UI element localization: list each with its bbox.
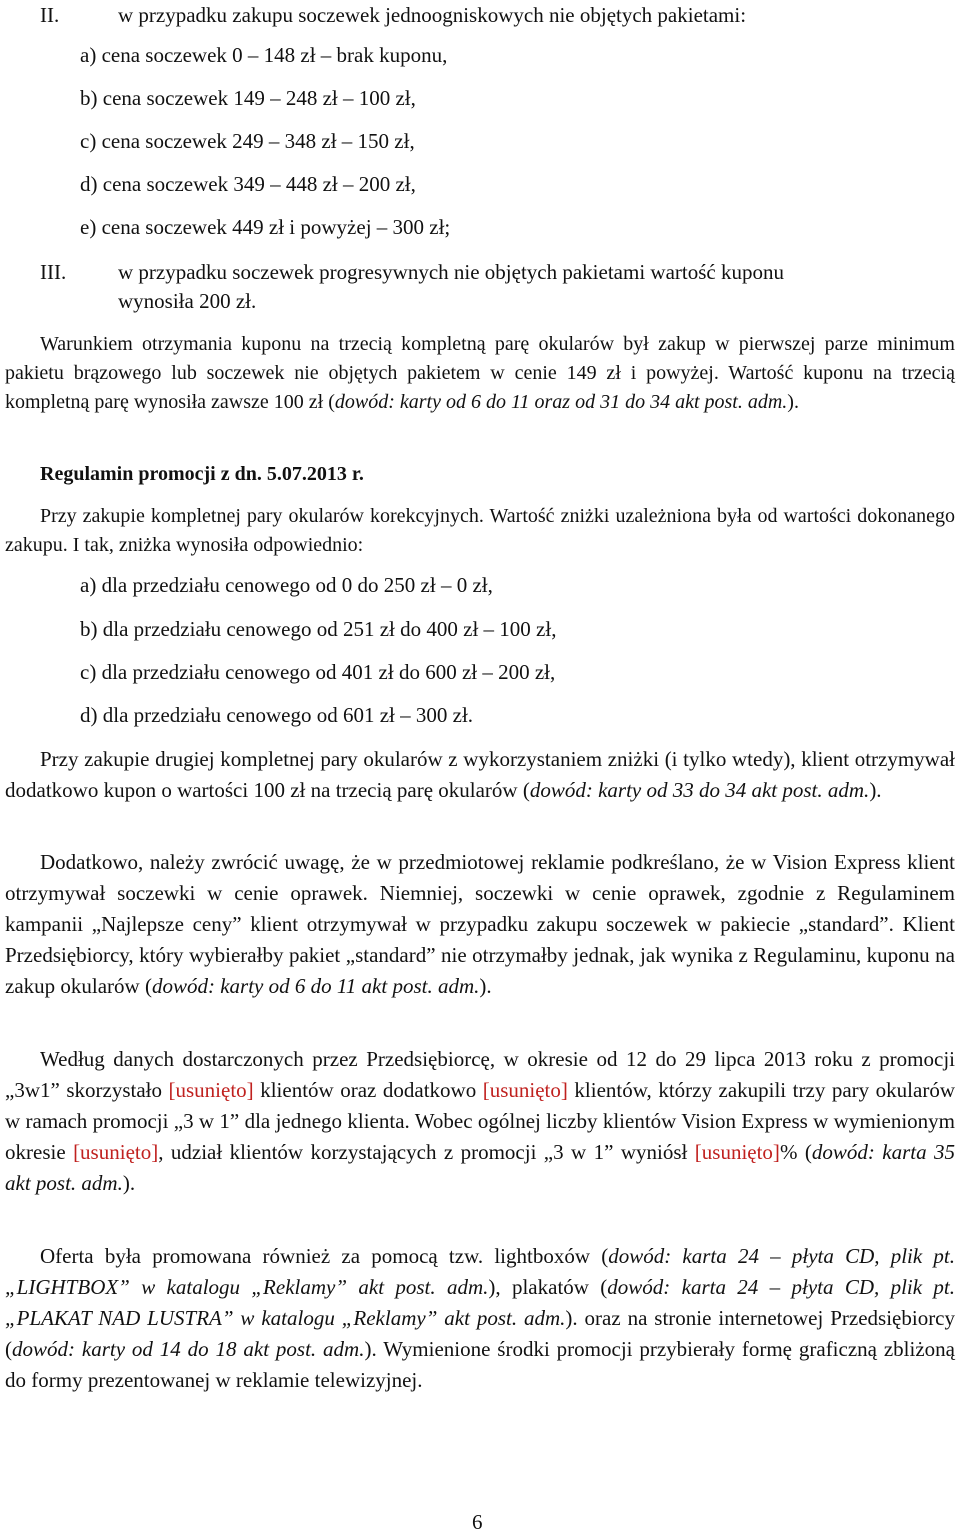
page-number: 6 [472, 1510, 483, 1534]
redacted-value: [usunięto] [694, 1140, 780, 1164]
evidence-reference: dowód: karta 24 – płyta CD, plik pt. „PLAKAT NAD LUSTRA” w katalogu „Reklamy” akt post. adm. [5, 1275, 955, 1330]
sub-item-e: e) cena soczewek 449 zł i powyżej – 300 zł; [80, 215, 451, 239]
evidence-reference: dowód: karty od 6 do 11 akt post. adm. [151, 974, 480, 998]
list-number-III: III. [40, 260, 67, 284]
paragraph-promotion-channels: Oferta była promowana również za pomocą tzw. lightboxów (dowód: karta 24 – płyta CD, plik pt. „LIGHTBOX” w katalogu „Reklamy” akt post. adm.), plakatów (dowód: karta 24 – płyta CD, plik pt. „PLAKAT NAD LUSTRA” w katalogu „Reklamy” akt post. adm.). oraz na stronie internetowej Przedsiębiorcy (dowód: karty od 14 do 18 akt post. adm.). Wymienione środki promocji przybierały formę graficzną zbliżoną do formy prezentowanej w reklamie telewizyjnej. [5, 1244, 956, 1392]
discount-item-c: c) dla przedziału cenowego od 401 zł do 600 zł – 200 zł, [80, 660, 556, 684]
redacted-value: [usunięto] [168, 1078, 254, 1102]
list-item-III-line1: w przypadku soczewek progresywnych nie objętych pakietami wartość kuponu [118, 260, 784, 284]
list-item-III-line2: wynosiła 200 zł. [118, 289, 257, 313]
paragraph-coupon-condition: Warunkiem otrzymania kuponu na trzecią kompletną parę okularów był zakup w pierwszej parze minimum pakietu brązowego lub soczewek nie objętych pakietem w cenie 149 zł i powyżej. Wartość kuponu na trzecią kompletną parę wynosiła zawsze 100 zł (dowód: karty od 6 do 11 oraz od 31 do 34 akt post. adm.). [5, 333, 955, 413]
redacted-value: [usunięto] [482, 1078, 568, 1102]
sub-item-d: d) cena soczewek 349 – 448 zł – 200 zł, [80, 172, 416, 196]
paragraph-second-pair: Przy zakupie drugiej kompletnej pary okularów z wykorzystaniem zniżki (i tylko wtedy), klient otrzymywał dodatkowo kupon o wartości 100 zł na trzecią parę okularów (dowód: karty od 33 do 34 akt post. adm.). [5, 747, 955, 802]
paragraph-discount-intro: Przy zakupie kompletnej pary okularów korekcyjnych. Wartość zniżki uzależniona była od wartości dokonanego zakupu. I tak, zniżka wynosiła odpowiednio: [5, 505, 955, 556]
discount-item-d: d) dla przedziału cenowego od 601 zł – 300 zł. [80, 703, 474, 727]
sub-item-a: a) cena soczewek 0 – 148 zł – brak kuponu, [80, 43, 448, 67]
discount-item-b: b) dla przedziału cenowego od 251 zł do 400 zł – 100 zł, [80, 617, 557, 641]
evidence-reference: dowód: karty od 14 do 18 akt post. adm. [12, 1337, 365, 1361]
evidence-reference: dowód: karty od 33 do 34 akt post. adm. [529, 778, 870, 802]
sub-item-c: c) cena soczewek 249 – 348 zł – 150 zł, [80, 129, 415, 153]
evidence-reference: dowód: karty od 6 do 11 oraz od 31 do 34 akt post. adm. [334, 391, 788, 413]
sub-item-b: b) cena soczewek 149 – 248 zł – 100 zł, [80, 86, 416, 110]
list-number-II: II. [40, 3, 60, 27]
discount-item-a: a) dla przedziału cenowego od 0 do 250 zł – 0 zł, [80, 573, 493, 597]
paragraph-promotion-data: Według danych dostarczonych przez Przedsiębiorcę, w okresie od 12 do 29 lipca 2013 roku z promocji „3w1” skorzystało [usunięto] klientów oraz dodatkowo [usunięto] klientów, którzy zakupili trzy pary okularów w ramach promocji „3 w 1” dla jednego klienta. Wobec ogólnej liczby klientów Vision Express w wymienionym okresie [usunięto], udział klientów korzystających z promocji „3 w 1” wyniósł [usunięto]% (dowód: karta 35 akt post. adm.). [5, 1047, 955, 1195]
section-heading: Regulamin promocji z dn. 5.07.2013 r. [40, 463, 364, 485]
paragraph-vision-express-lenses: Dodatkowo, należy zwrócić uwagę, że w przedmiotowej reklamie podkreślano, że w Vision Express klient otrzymywał soczewki w cenie oprawek. Niemniej, soczewki w cenie oprawek, zgodnie z Regulaminem kampanii „Najlepsze ceny” klient otrzymywał w przypadku zakupu soczewek w pakiecie „standard”. Klient Przedsiębiorcy, który wybierałby pakiet „standard” nie otrzymałby jednak, jak wynika z Regulaminu, kuponu na zakup okularów (dowód: karty od 6 do 11 akt post. adm.). [5, 850, 955, 998]
evidence-reference: dowód: karta 35 akt post. adm. [5, 1140, 955, 1195]
evidence-reference: dowód: karta 24 – płyta CD, plik pt. „LIGHTBOX” w katalogu „Reklamy” akt post. adm. [5, 1244, 955, 1299]
redacted-value: [usunięto] [73, 1140, 159, 1164]
list-item-II-text: w przypadku zakupu soczewek jednoogniskowych nie objętych pakietami: [118, 3, 747, 27]
